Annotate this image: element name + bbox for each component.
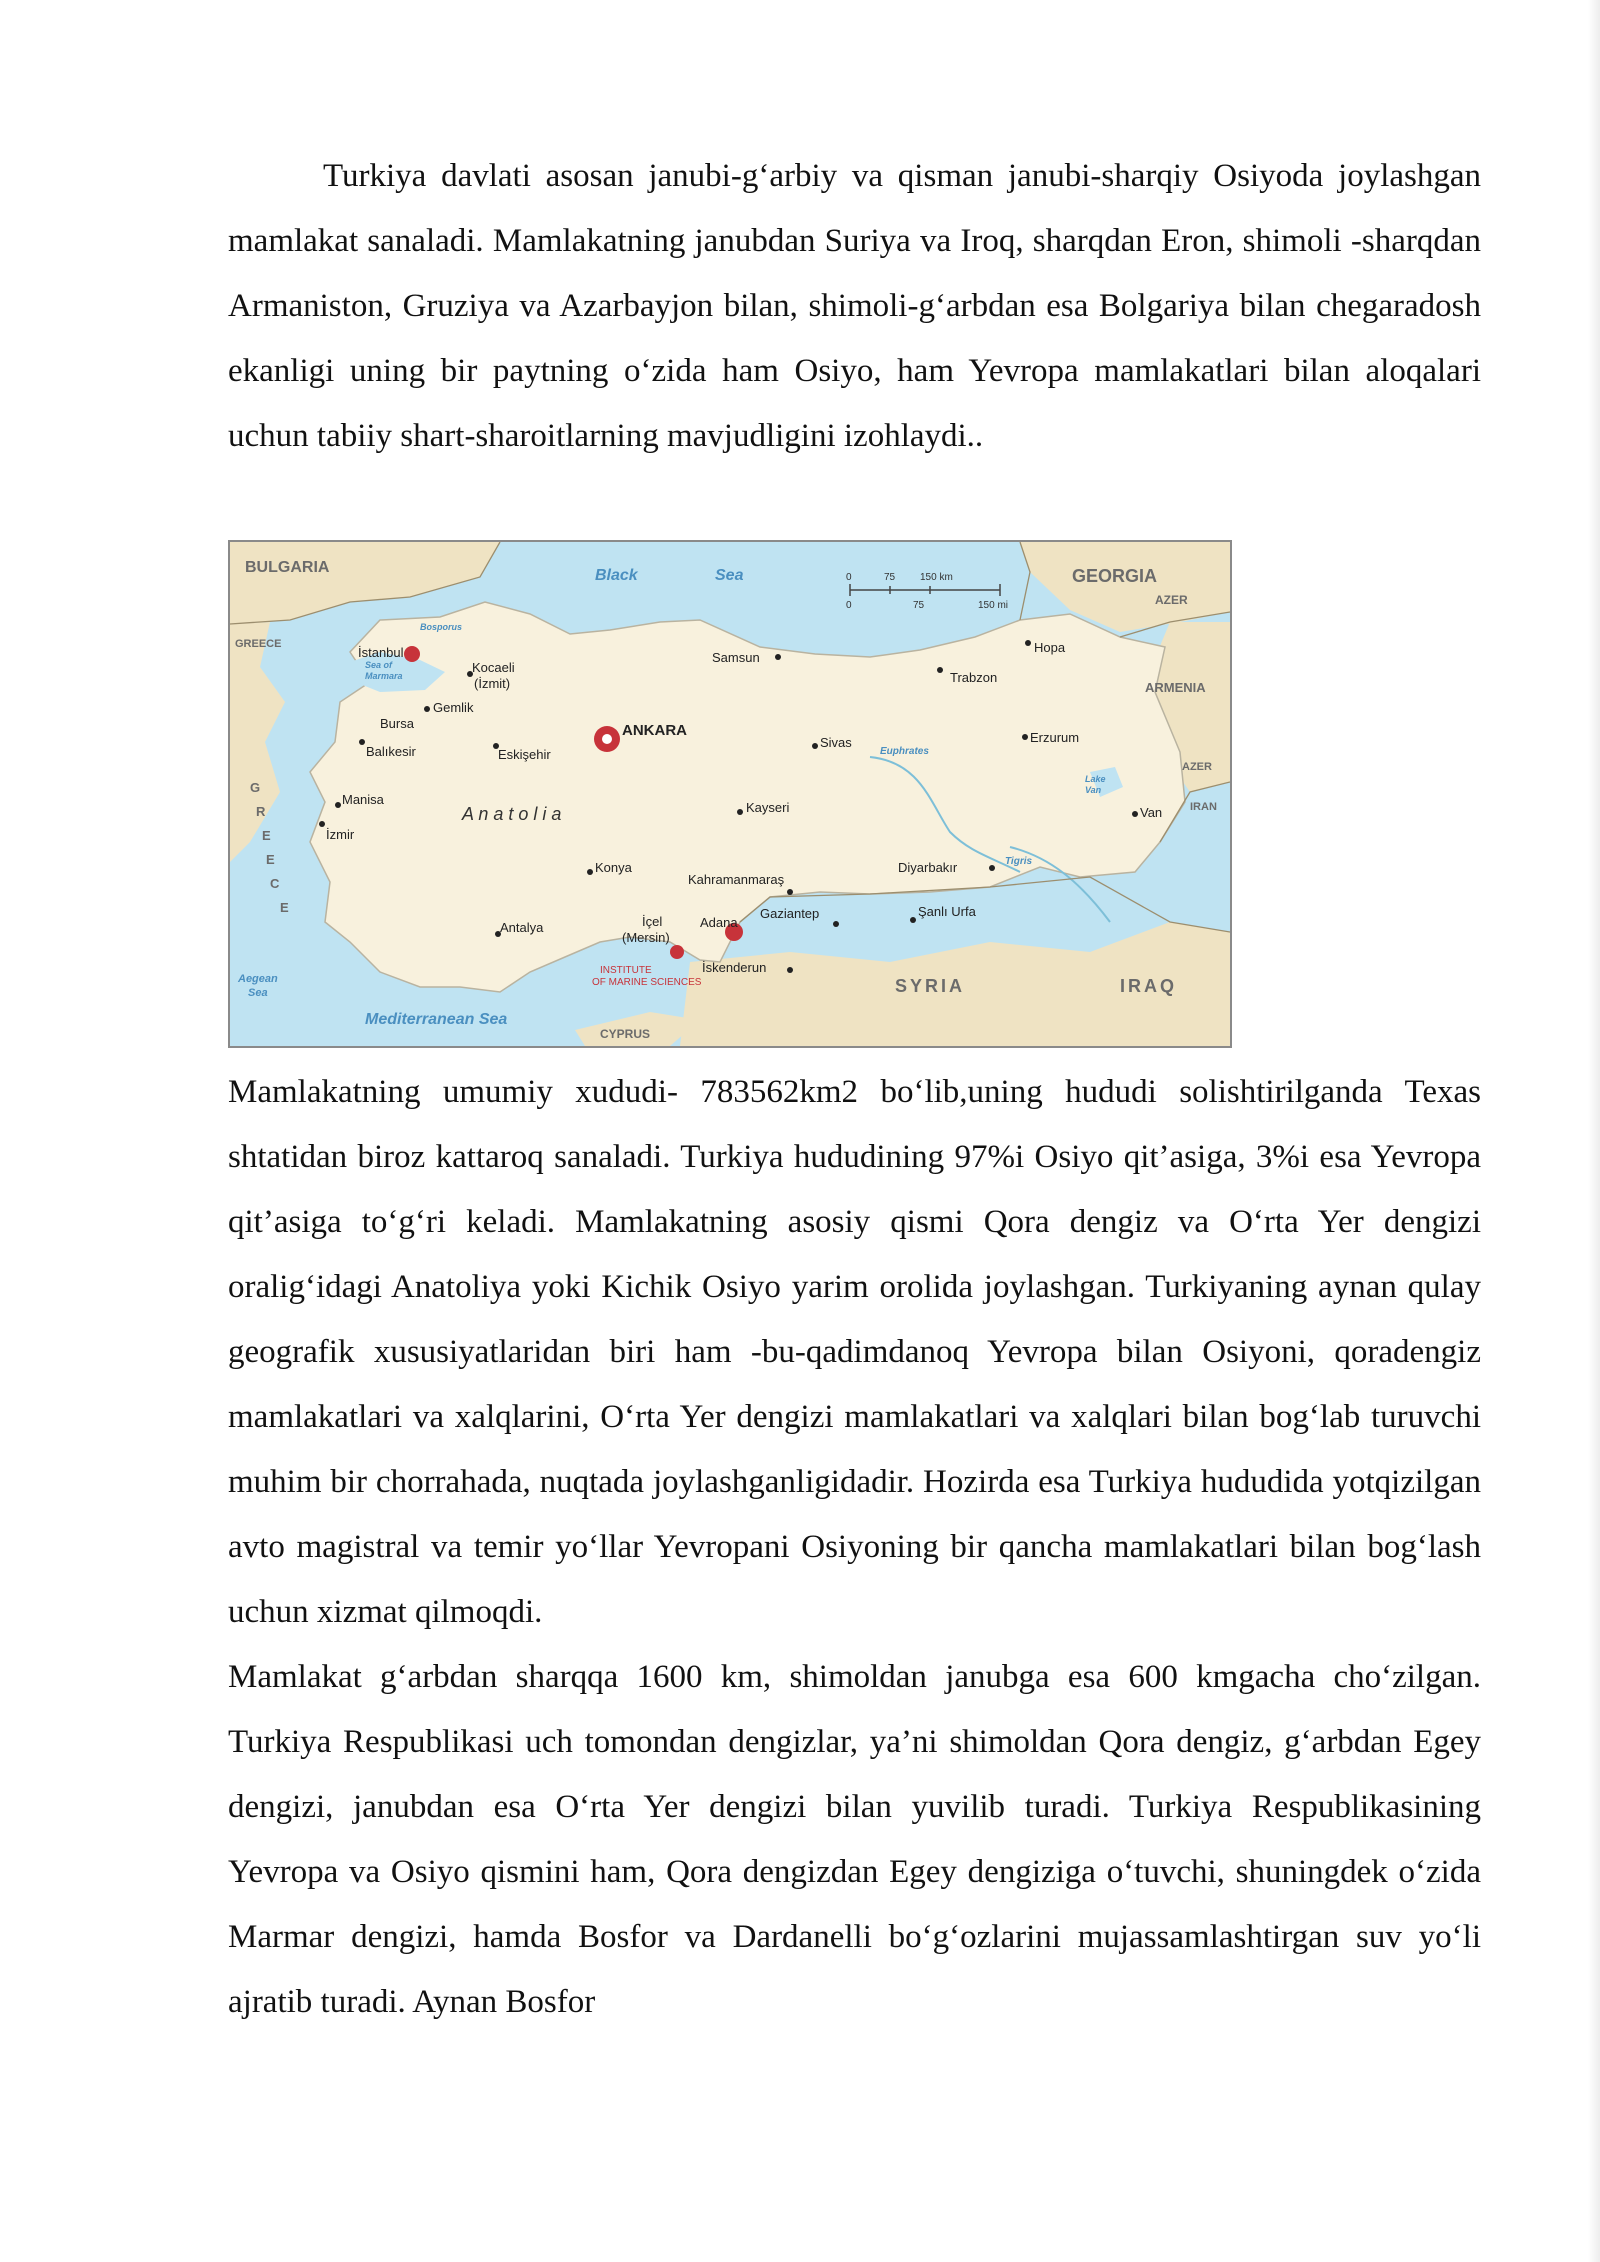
scale-mi-75: 75: [913, 600, 925, 611]
label-manisa: Manisa: [342, 792, 384, 807]
turkey-map: [228, 540, 1232, 1048]
label-istanbul: İstanbul: [358, 645, 404, 660]
label-erzurum: Erzurum: [1030, 730, 1080, 745]
label-bulgaria: BULGARIA: [245, 559, 330, 576]
label-black: Black: [595, 567, 638, 584]
dot-sivas: [812, 743, 818, 749]
label-kayseri: Kayseri: [746, 800, 790, 815]
label-gemlik: Gemlik: [433, 700, 474, 715]
label-adana: Adana: [700, 915, 738, 930]
text-block-bottom: [228, 1060, 1481, 2035]
label-diyarbakir: Diyarbakır: [898, 860, 958, 875]
label-kocaeli-1: Kocaeli: [472, 660, 515, 675]
dot-gaziantep: [833, 921, 839, 927]
label-greece-g: G: [250, 780, 261, 795]
label-gaziantep: Gaziantep: [760, 906, 820, 921]
label-greece-r: R: [256, 804, 266, 819]
label-van: Van: [1140, 805, 1163, 820]
label-mediterranean: Mediterranean Sea: [365, 1011, 508, 1028]
label-institute-2: OF MARINE SCIENCES: [592, 977, 702, 988]
paragraph-extent: Mamlakat g‘arbdan sharqqa 1600 km, shimoldan janubga esa 600 kmgacha cho‘zilgan. Turkiya Respublikasi uch tomondan dengizlar, ya’ni shimoldan Qora dengiz, g‘arbdan Egey dengizi, janubdan esa O‘rta Yer dengizi bilan yuvilib turadi. Turkiya Respublikasining Yevropa va Osiyo qismini ham, Qora dengizdan Egey dengiziga o‘tuvchi, shuningdek o‘zida Marmar dengizi, hamda Bosfor va Dardanelli bo‘g‘ozlarini mujassamlashtirgan suv yo‘li ajratib turadi. Aynan Bosfor: [228, 1659, 1481, 2020]
label-ankara: ANKARA: [622, 722, 687, 739]
label-lake-van-1: Lake: [1085, 774, 1106, 784]
label-trabzon: Trabzon: [950, 670, 998, 685]
label-bursa: Bursa: [380, 716, 414, 731]
dot-diyarbakir: [989, 865, 995, 871]
label-hopa: Hopa: [1034, 640, 1066, 655]
label-iskenderun: İskenderun: [702, 960, 767, 975]
label-lake-van-2: Van: [1085, 785, 1102, 795]
label-aegean: Aegean: [238, 973, 278, 985]
dot-izmir: [319, 821, 325, 827]
label-iraq: IRAQ: [1120, 976, 1177, 996]
label-tigris: Tigris: [1005, 856, 1033, 867]
dot-konya: [587, 869, 593, 875]
label-cyprus: CYPRUS: [600, 1027, 651, 1041]
scale-km-150: 150 km: [920, 572, 953, 583]
label-greece-e2: E: [266, 852, 275, 867]
label-icel-1: İçel: [642, 914, 663, 929]
label-anatolia: A n a t o l i a: [462, 804, 562, 824]
label-aegean-sea: Sea: [248, 987, 268, 999]
istanbul-marker-icon: [404, 646, 420, 662]
text-block-top: [228, 144, 1481, 469]
dot-gemlik: [424, 706, 430, 712]
label-marmara-1: Sea of: [365, 660, 393, 670]
label-marmara-2: Marmara: [365, 671, 403, 681]
page-edge-shadow: [1588, 0, 1600, 2262]
label-kahramanmaras: Kahramanmaraş: [688, 872, 785, 887]
scale-km-75: 75: [884, 572, 896, 583]
institute-marker-icon: [670, 945, 684, 959]
dot-kahramanmaras: [787, 889, 793, 895]
turkey-map-drawing: [230, 542, 1230, 1046]
scale-mi-0: 0: [846, 600, 852, 611]
scale-km-0: 0: [846, 572, 852, 583]
dot-hopa: [1025, 640, 1031, 646]
label-iran: IRAN: [1190, 801, 1217, 813]
label-samsun: Samsun: [712, 650, 760, 665]
dot-trabzon: [937, 667, 943, 673]
label-greece-c: C: [270, 876, 280, 891]
label-balikesir: Balıkesir: [366, 744, 416, 759]
label-eskisehir: Eskişehir: [498, 747, 551, 762]
label-greece-e3: E: [280, 900, 289, 915]
label-antalya: Antalya: [500, 920, 544, 935]
dot-sanliurfa: [910, 917, 916, 923]
dot-manisa: [335, 802, 341, 808]
label-syria: SYRIA: [895, 976, 966, 996]
dot-samsun: [775, 654, 781, 660]
label-institute-1: INSTITUTE: [600, 965, 652, 976]
paragraph-intro: Turkiya davlati asosan janubi-g‘arbiy va qisman janubi-sharqiy Osiyoda joylashgan mamlakat sanaladi. Mamlakatning janubdan Suriya va Iroq, sharqdan Eron, shimoli -sharqdan Armaniston, Gruziya va Azarbayjon bilan, shimoli-g‘arbdan esa Bolgariya bilan chegaradosh ekanligi uning bir paytning o‘zida ham Osiyo, ham Yevropa mamlakatlari bilan aloqalari uchun tabiiy shart-sharoitlarning mavjudligini izohlaydi..: [228, 158, 1481, 454]
label-euphrates: Euphrates: [880, 746, 929, 757]
dot-balikesir: [359, 739, 365, 745]
paragraph-area: Mamlakatning umumiy xududi- 783562km2 bo‘lib,uning hududi solishtirilganda Texas shtatidan biroz kattaroq sanaladi. Turkiya hududining 97%i Osiyo qit’asiga, 3%i esa Yevropa qit’asiga to‘g‘ri keladi. Mamlakatning asosiy qismi Qora dengiz va O‘rta Yer dengizi oralig‘idagi Anatoliya yoki Kichik Osiyo yarim orolida joylashgan. Turkiyaning aynan qulay geografik xususiyatlaridan biri ham -bu-qadimdanoq Yevropa bilan Osiyoni, qoradengiz mamlakatlari va xalqlarini, O‘rta Yer dengizi mamlakatlari va xalqlari bilan bog‘lab turuvchi muhim bir chorrahada, nuqtada joylashganligidadir. Hozirda esa Turkiya hududida yotqizilgan avto magistral va temir yo‘llar Yevropani Osiyoning bir qancha mamlakatlari bilan bog‘lash uchun xizmat qilmoqdi.: [228, 1074, 1481, 1630]
label-izmir: İzmir: [326, 827, 355, 842]
label-azer-2: AZER: [1182, 761, 1212, 773]
label-kocaeli-2: (İzmit): [474, 676, 511, 691]
label-armenia: ARMENIA: [1145, 680, 1206, 695]
dot-iskenderun: [787, 967, 793, 973]
label-icel-2: (Mersin): [622, 930, 670, 945]
dot-erzurum: [1022, 734, 1028, 740]
label-greece-west: GREECE: [235, 638, 282, 650]
label-bosporus: Bosporus: [420, 622, 463, 632]
label-georgia: GEORGIA: [1072, 566, 1158, 586]
dot-kayseri: [737, 809, 743, 815]
label-greece-e1: E: [262, 828, 271, 843]
scale-mi-150: 150 mi: [978, 600, 1009, 611]
label-konya: Konya: [595, 860, 632, 875]
label-sivas: Sivas: [820, 735, 852, 750]
label-azer-1: AZER: [1155, 593, 1188, 607]
ankara-marker-center-icon: [602, 734, 612, 744]
dot-van: [1132, 811, 1138, 817]
label-black-sea: Sea: [715, 567, 744, 584]
label-sanliurfa: Şanlı Urfa: [918, 904, 976, 919]
